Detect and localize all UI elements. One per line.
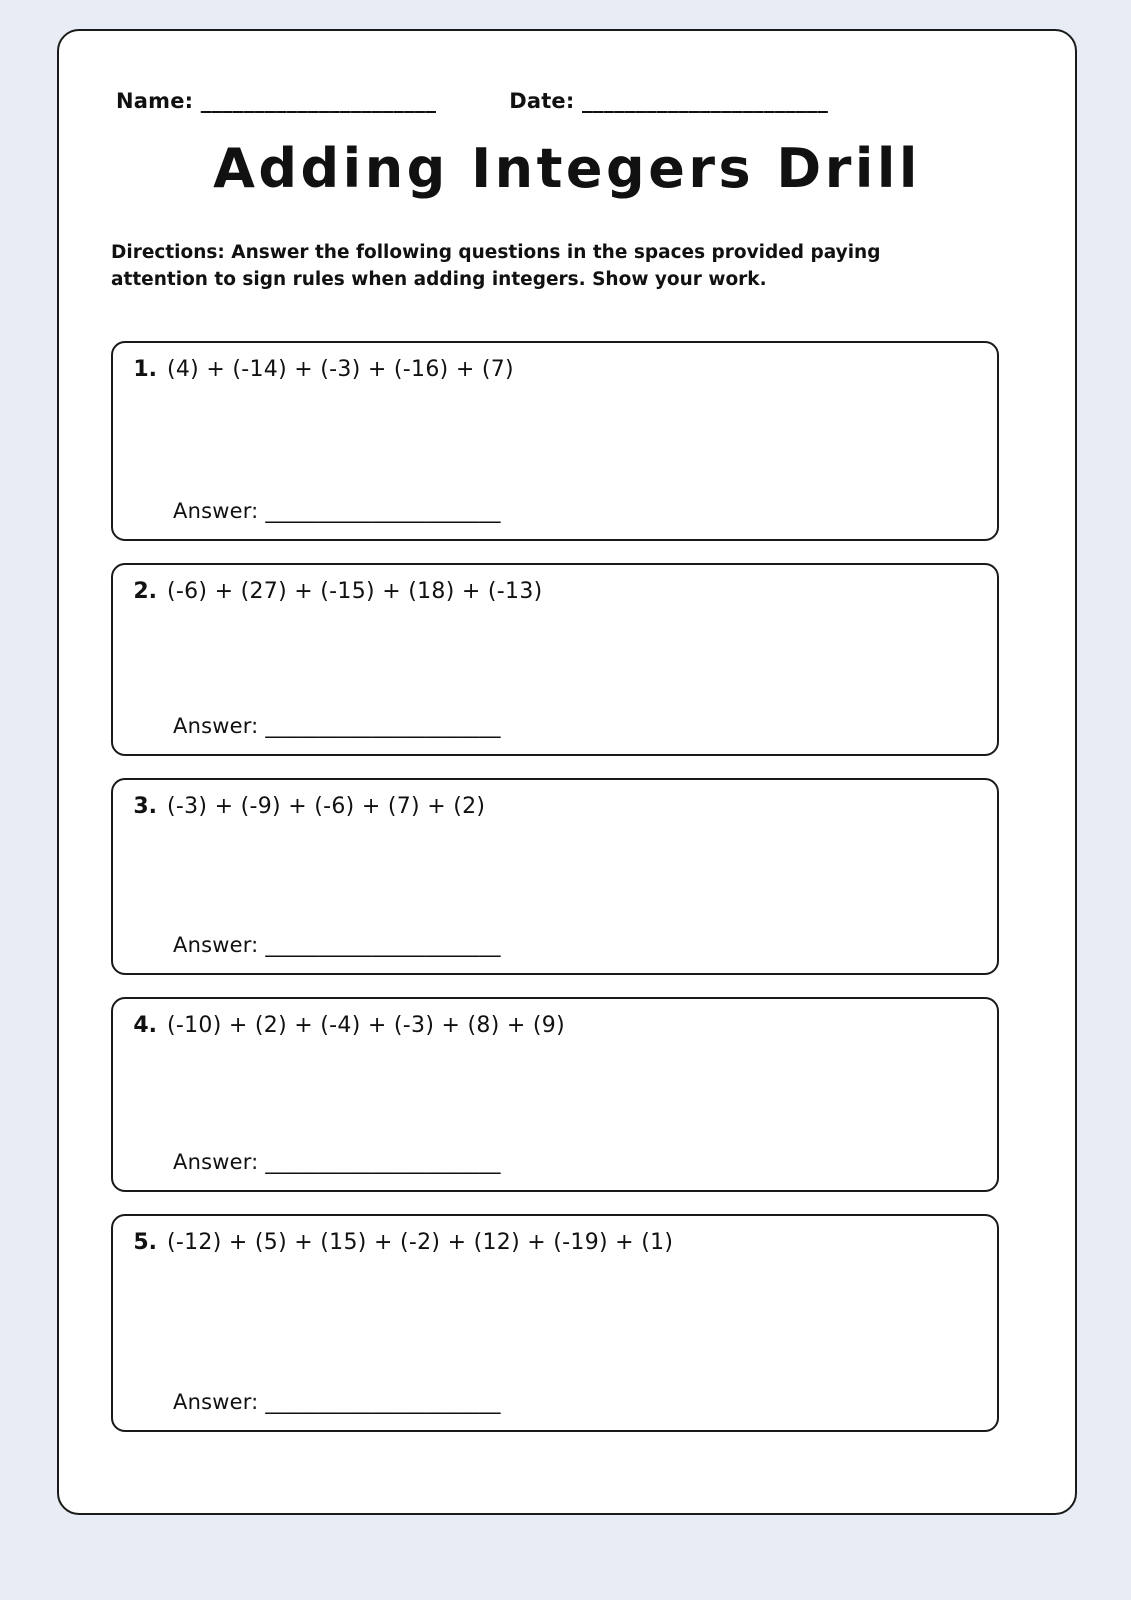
question-number: 2. (133, 579, 157, 604)
question-number: 5. (133, 1230, 157, 1255)
answer-blank[interactable]: Answer: ______________________ (173, 714, 501, 738)
page-title: Adding Integers Drill (213, 137, 921, 200)
problem-item (111, 341, 999, 541)
question-expression: (-12) + (5) + (15) + (-2) + (12) + (-19) + (1) (167, 1230, 674, 1255)
question-number: 1. (133, 357, 157, 382)
problem-item (111, 778, 999, 975)
problem-list (111, 341, 999, 1454)
student-info-row (59, 89, 1075, 113)
question-line (127, 357, 514, 382)
name-field[interactable]: Name: ______________________ (116, 89, 437, 113)
question-number: 4. (133, 1013, 157, 1038)
worksheet-page (57, 29, 1077, 1515)
date-field[interactable]: Date: _______________________ (509, 89, 829, 113)
answer-blank[interactable]: Answer: ______________________ (173, 1150, 501, 1174)
question-expression: (-3) + (-9) + (-6) + (7) + (2) (167, 794, 486, 819)
problem-item (111, 563, 999, 756)
answer-blank[interactable]: Answer: ______________________ (173, 1390, 501, 1414)
problem-item (111, 997, 999, 1192)
question-expression: (4) + (-14) + (-3) + (-16) + (7) (167, 357, 514, 382)
question-number: 3. (133, 794, 157, 819)
question-line (127, 1013, 565, 1038)
question-expression: (-10) + (2) + (-4) + (-3) + (8) + (9) (167, 1013, 565, 1038)
answer-blank[interactable]: Answer: ______________________ (173, 499, 501, 523)
question-line (127, 1230, 673, 1255)
problem-item (111, 1214, 999, 1432)
question-expression: (-6) + (27) + (-15) + (18) + (-13) (167, 579, 543, 604)
question-line (127, 794, 485, 819)
question-line (127, 579, 543, 604)
directions-text: Directions: Answer the following questions in the spaces provided paying attention to sign rules when adding integers. Show your work. (111, 242, 881, 291)
answer-blank[interactable]: Answer: ______________________ (173, 933, 501, 957)
